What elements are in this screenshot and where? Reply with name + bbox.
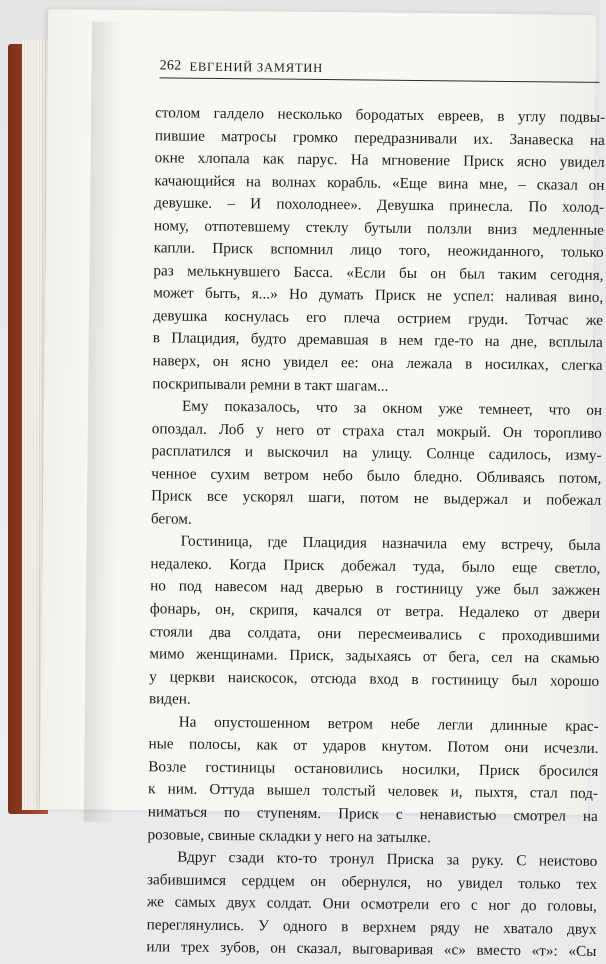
text-line: у церкви наискосок, отсюда вход в гостиницу был хорошо: [149, 667, 600, 690]
text-line: недалеко. Когда Приск добежал туда, было еще светло,: [150, 555, 601, 577]
text-line: девушке. – И похолоднее». Девушка принесла. По холод-: [154, 194, 605, 217]
text-line: Вдруг сзади кто-то тронул Приска за руку. С неистово: [177, 848, 598, 870]
text-line: расплатился и выскочил на улицу. Солнце садилось, изму-: [151, 442, 602, 465]
text-line: бегом.: [150, 510, 192, 528]
text-line: в Плацидия, будто дремавшая в нем где-то на дне, всплыла: [152, 329, 603, 352]
text-line: ному, отпотевшему стеклу бутыли ползли вниз медленные: [153, 217, 605, 239]
text-line: ные полосы, как от ударов кнутом. Потом они исчезли.: [148, 735, 599, 758]
text-line: опоздал. Лоб у него от страха стал мокрый. Он торопливо: [151, 419, 602, 442]
body-text: [146, 102, 605, 963]
text-line: мимо женщинами. Приск, задыхаясь от бега, сел на скамью: [149, 645, 600, 668]
text-line: ниматься по ступеням. Приск с ненавистью смотрел на: [147, 803, 598, 825]
page-number: 262: [159, 58, 182, 74]
text-line: стояли два солдата, они пересмеивались с проходившими: [149, 622, 600, 645]
text-line: раз мелькнувшего Басса. «Если бы он был таким сегодня,: [153, 262, 604, 284]
book-page: [40, 9, 606, 961]
text-line: может быть, я...» Но думать Приск не успел: наливая вино,: [153, 284, 604, 307]
text-line: капли. Приск вспомнил лицо того, неожиданного, только: [153, 239, 604, 262]
text-line: к ним. Оттуда вышел толстый человек и, пыхтя, стал под-: [147, 780, 599, 803]
text-line: переглянулись. У одного в верхнем ряду не хватало двух: [146, 915, 597, 938]
text-line: столом галдело несколько бородатых евреев, в углу подвы-: [155, 104, 606, 126]
text-line: фонарь, он, скрипя, качался от ветра. Недалеко от двери: [149, 600, 600, 622]
text-line: Гостиница, где Плацидия назначила ему встречу, была: [180, 532, 601, 555]
text-line: Ему показалось, что за окном уже темнеет, что он: [181, 397, 603, 420]
text-line: На опустошенном ветром небе легли длинные крас-: [178, 713, 599, 735]
text-line: или трех зубов, он сказал, выговаривая «с» вместо «т»: «Сы: [146, 938, 597, 961]
text-line: же самых двух солдат. Они осмотрели его с ног до головы,: [146, 893, 597, 916]
text-line: поскрипывали ремни в такт шагам...: [152, 374, 389, 395]
text-line: девушка коснулась его плеча острием груди. Тотчас же: [152, 307, 604, 329]
running-head: ЕВГЕНИЙ ЗАМЯТИН: [189, 59, 324, 76]
page-header: [159, 50, 599, 83]
text-line: Возле гостиницы остановились носилки, Приск бросился: [148, 758, 599, 780]
gutter-shadow: [84, 22, 122, 822]
text-line: виден.: [148, 690, 191, 708]
text-line: пившие матросы громко передразнивали их. Занавеска на: [154, 126, 605, 149]
text-line: ченное сухим ветром небо было бледно. Обливаясь потом,: [151, 465, 602, 487]
text-line: качающийся на волнах корабль. «Еще вина мне, – сказал он: [154, 171, 605, 194]
text-line: розовые, свиные складки у него на затылке.: [147, 825, 431, 846]
text-line: наверх, он ясно увидел ее: она лежала в носилках, слегка: [152, 352, 603, 374]
text-line: окне хлопала как парус. На мгновение Приск ясно увидел: [154, 149, 605, 172]
text-line: Приск все ускорял шаги, потом не выдержал и побежал: [151, 487, 602, 510]
text-line: но под навесом над дверью в гостиницу уже был зажжен: [150, 577, 601, 600]
text-line: забившимся сердцем он обернулся, но увидел только тех: [147, 870, 598, 893]
